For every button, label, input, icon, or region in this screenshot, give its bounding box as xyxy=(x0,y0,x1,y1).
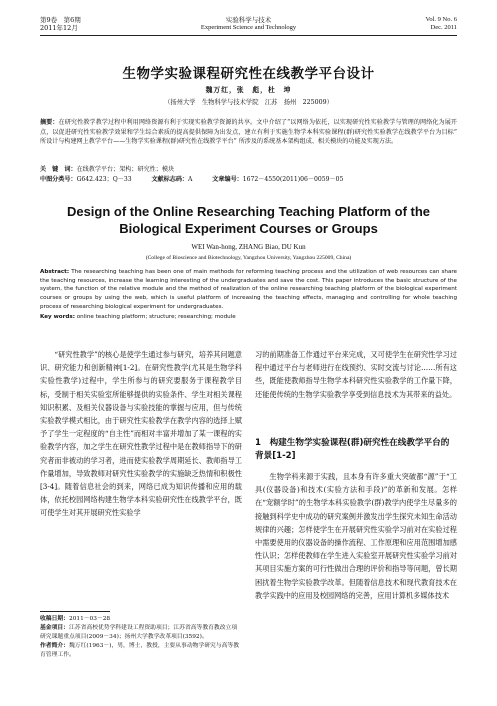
abstract-en-text: The researching teaching has been one of main methods for reforming teaching process and the utilization of web resources can share the teaching resources, increase the learning interesting of the undergraduates and save the cost. This paper introduces the basic structure of the system, the function of the relative module and the method of realization of the online researching teaching platform of the biological experiment courses or groups by using the web, which is useful platform of increasing the teaching effects, managing and controlling for whole teaching process of researching biological experiment for undergraduates. xyxy=(40,269,457,310)
section-heading-1: 1 构建生物学实验课程(群)研究性在线教学平台的背景[1-2] xyxy=(255,438,450,461)
journal-date-en: Dec. 2011 xyxy=(430,24,457,31)
header-center xyxy=(150,16,347,32)
fund-info xyxy=(40,624,242,642)
abstract-cn-text: 在研究性教学教学过程中利用网络资源有利于实现实验教学资源的共享。文中介绍了“以网络为依托，以实现研究性实验教学与管理的网络化为展开点，以促进研究性实验教学效果和学生综合素质的提高提供保障为出发点，建立有利于实施生物学本科实验课程(群)研究性实验教学在线教学平台为目标” 所设计与构建网上教学平台——生物学实验课程(群)研究性在线教学平台” 所涉及的系统基本架构组成、相关模块的功能及实现方法。 xyxy=(40,119,458,146)
doc-code-label: 文献标志码： xyxy=(151,176,189,183)
keywords-en xyxy=(40,313,457,322)
received-value: 2011－03－28 xyxy=(69,616,111,622)
class-label: 中图分类号： xyxy=(40,176,77,183)
abstract-en xyxy=(40,268,457,312)
keywords-en-text: online teaching platform; structure; researching; module xyxy=(76,314,236,320)
class-value: G642.423；Q－33 xyxy=(76,176,132,183)
header-left xyxy=(40,16,81,32)
keywords-cn-label: 关 键 词： xyxy=(40,166,77,173)
doc-code-value: A xyxy=(188,176,193,183)
header-right xyxy=(426,16,457,32)
classification-line xyxy=(40,175,457,185)
abstract-cn xyxy=(40,118,457,147)
footnote-rule xyxy=(40,611,110,612)
author-bio xyxy=(40,642,242,660)
article-id-label: 文章编号： xyxy=(212,176,243,183)
journal-date-cn: 2011年12月 xyxy=(40,24,78,32)
header-rule xyxy=(40,35,457,36)
footnote xyxy=(40,615,242,660)
authors-en: WEI Wan-hong, ZHANG Biao, DU Kun xyxy=(191,243,306,251)
body-right-paragraph-2: 生物学科来源于实践，且本身有许多重大突破都“源”于“工具(仪器设备)和技术(实验方法和手段)”的革新和发展。怎样在“宠额学时”的生物学本科实验教学(群)教学内使学生尽量多的接触到科学史中成功的研究案例并激发出学生探究未知生命活动规律的兴趣；怎样使学生在开展研究性实验学习前对在实验过程中需要使用的仪器设备的操作流程、工作原理和应用范围增加感性认识；怎样使教师在学生进入实验室开展研究性实验学习前对其项目实施方案的可行性做出合理的评价和指导等问题，曾长期困扰着生物学实验教学改革。但随着信息技术和现代教育技术在教学实践中的应用及校园网络的完善，应用计算机多媒体技术 xyxy=(255,472,457,600)
journal-volume-en: Vol. 9 No. 6 xyxy=(425,16,457,23)
body-right-paragraph-1: 习的前期准备工作通过平台来完成，又可使学生在研究性学习过程中通过平台与老师进行在线预约、实时交流与讨论……所有这些，既能使教师指导生物学本科研究性实验教学的工作量下降，还能使传统的生物学实验教学享受到信息技术为其带来的益处。 xyxy=(255,350,457,399)
authors-cn: 魏万红，张 彪，杜 坤 xyxy=(205,86,292,94)
journal-volume: 第9卷 第6期 xyxy=(40,16,81,24)
abstract-en-label: Abstract: xyxy=(40,269,70,275)
fund-label: 基金项目： xyxy=(40,625,69,631)
affiliation-cn: （扬州大学 生物科学与技术学院 江苏 扬州 225009） xyxy=(164,99,333,106)
body-left-paragraph: “研究性教学”的核心是使学生通过参与研究，培养其问题意识、研究能力和创新精神[1-2]。在研究性教学(尤其是生物学科实验性教学)过程中，学生所参与的研究要服务于课程教学目标，受制于相关实验室所能够提供的实验条件、学生对相关课程知识积累、及相关仪器设备与实验技能的掌握与应用，但与传统实验教学模式相比，由于研究性实验教学在教学内容的选择上赋予了学生一定程度的“自主性”而相对丰富并增加了某一课程的实验教学内容，加之学生在研究性教学过程中是在教师指导下的研究者而非被动的学习者，进而使实验教学周期延长、教师指导工作量增加，导致教师对研究性实验教学的实施缺乏热情和积极性[3-4]。随着信息社会的到来，网络已成为知识传播和应用的载体，依托校园网络构建生物学本科实验研究性在线教学平台，既可使学生对其开展研究性实验学 xyxy=(40,350,242,518)
paper-title-cn: 生物学实验课程研究性在线教学平台设计 xyxy=(122,66,375,82)
keywords-en-label: Key words: xyxy=(40,314,75,320)
article-id-value: 1672－4550(2011)06－0059－05 xyxy=(242,176,344,183)
paper-title-en: Design of the Online Researching Teaching Platform of the Biological Experiment Courses or Groups xyxy=(66,204,431,236)
journal-name-en: Experiment Science and Technology xyxy=(200,24,297,31)
abstract-cn-label: 摘要： xyxy=(40,119,59,126)
author-bio-label: 作者简介： xyxy=(40,643,69,649)
journal-name-cn: 实验科学与技术 xyxy=(225,16,272,24)
author-bio-value: 魏万红(1963－)，男，博士，教授，主要从事动物学研究与高等教育管理工作。 xyxy=(40,643,239,658)
keywords-cn-text: 在线教学平台；架构；研究性；模块 xyxy=(76,166,175,173)
fund-value: 江苏省高校优势学科建设工程资助项目；江苏省高等教育教改立项研究课题重点项目(2009－34)；扬州大学教学改革项目(3592)。 xyxy=(40,625,238,640)
received-date xyxy=(40,615,242,624)
received-label: 收稿日期： xyxy=(40,616,69,622)
affiliation-en: (College of Bioscience and Biotechnology, Yangzhou University, Yangzhou 225009, China) xyxy=(145,255,352,261)
keywords-cn xyxy=(40,165,457,175)
